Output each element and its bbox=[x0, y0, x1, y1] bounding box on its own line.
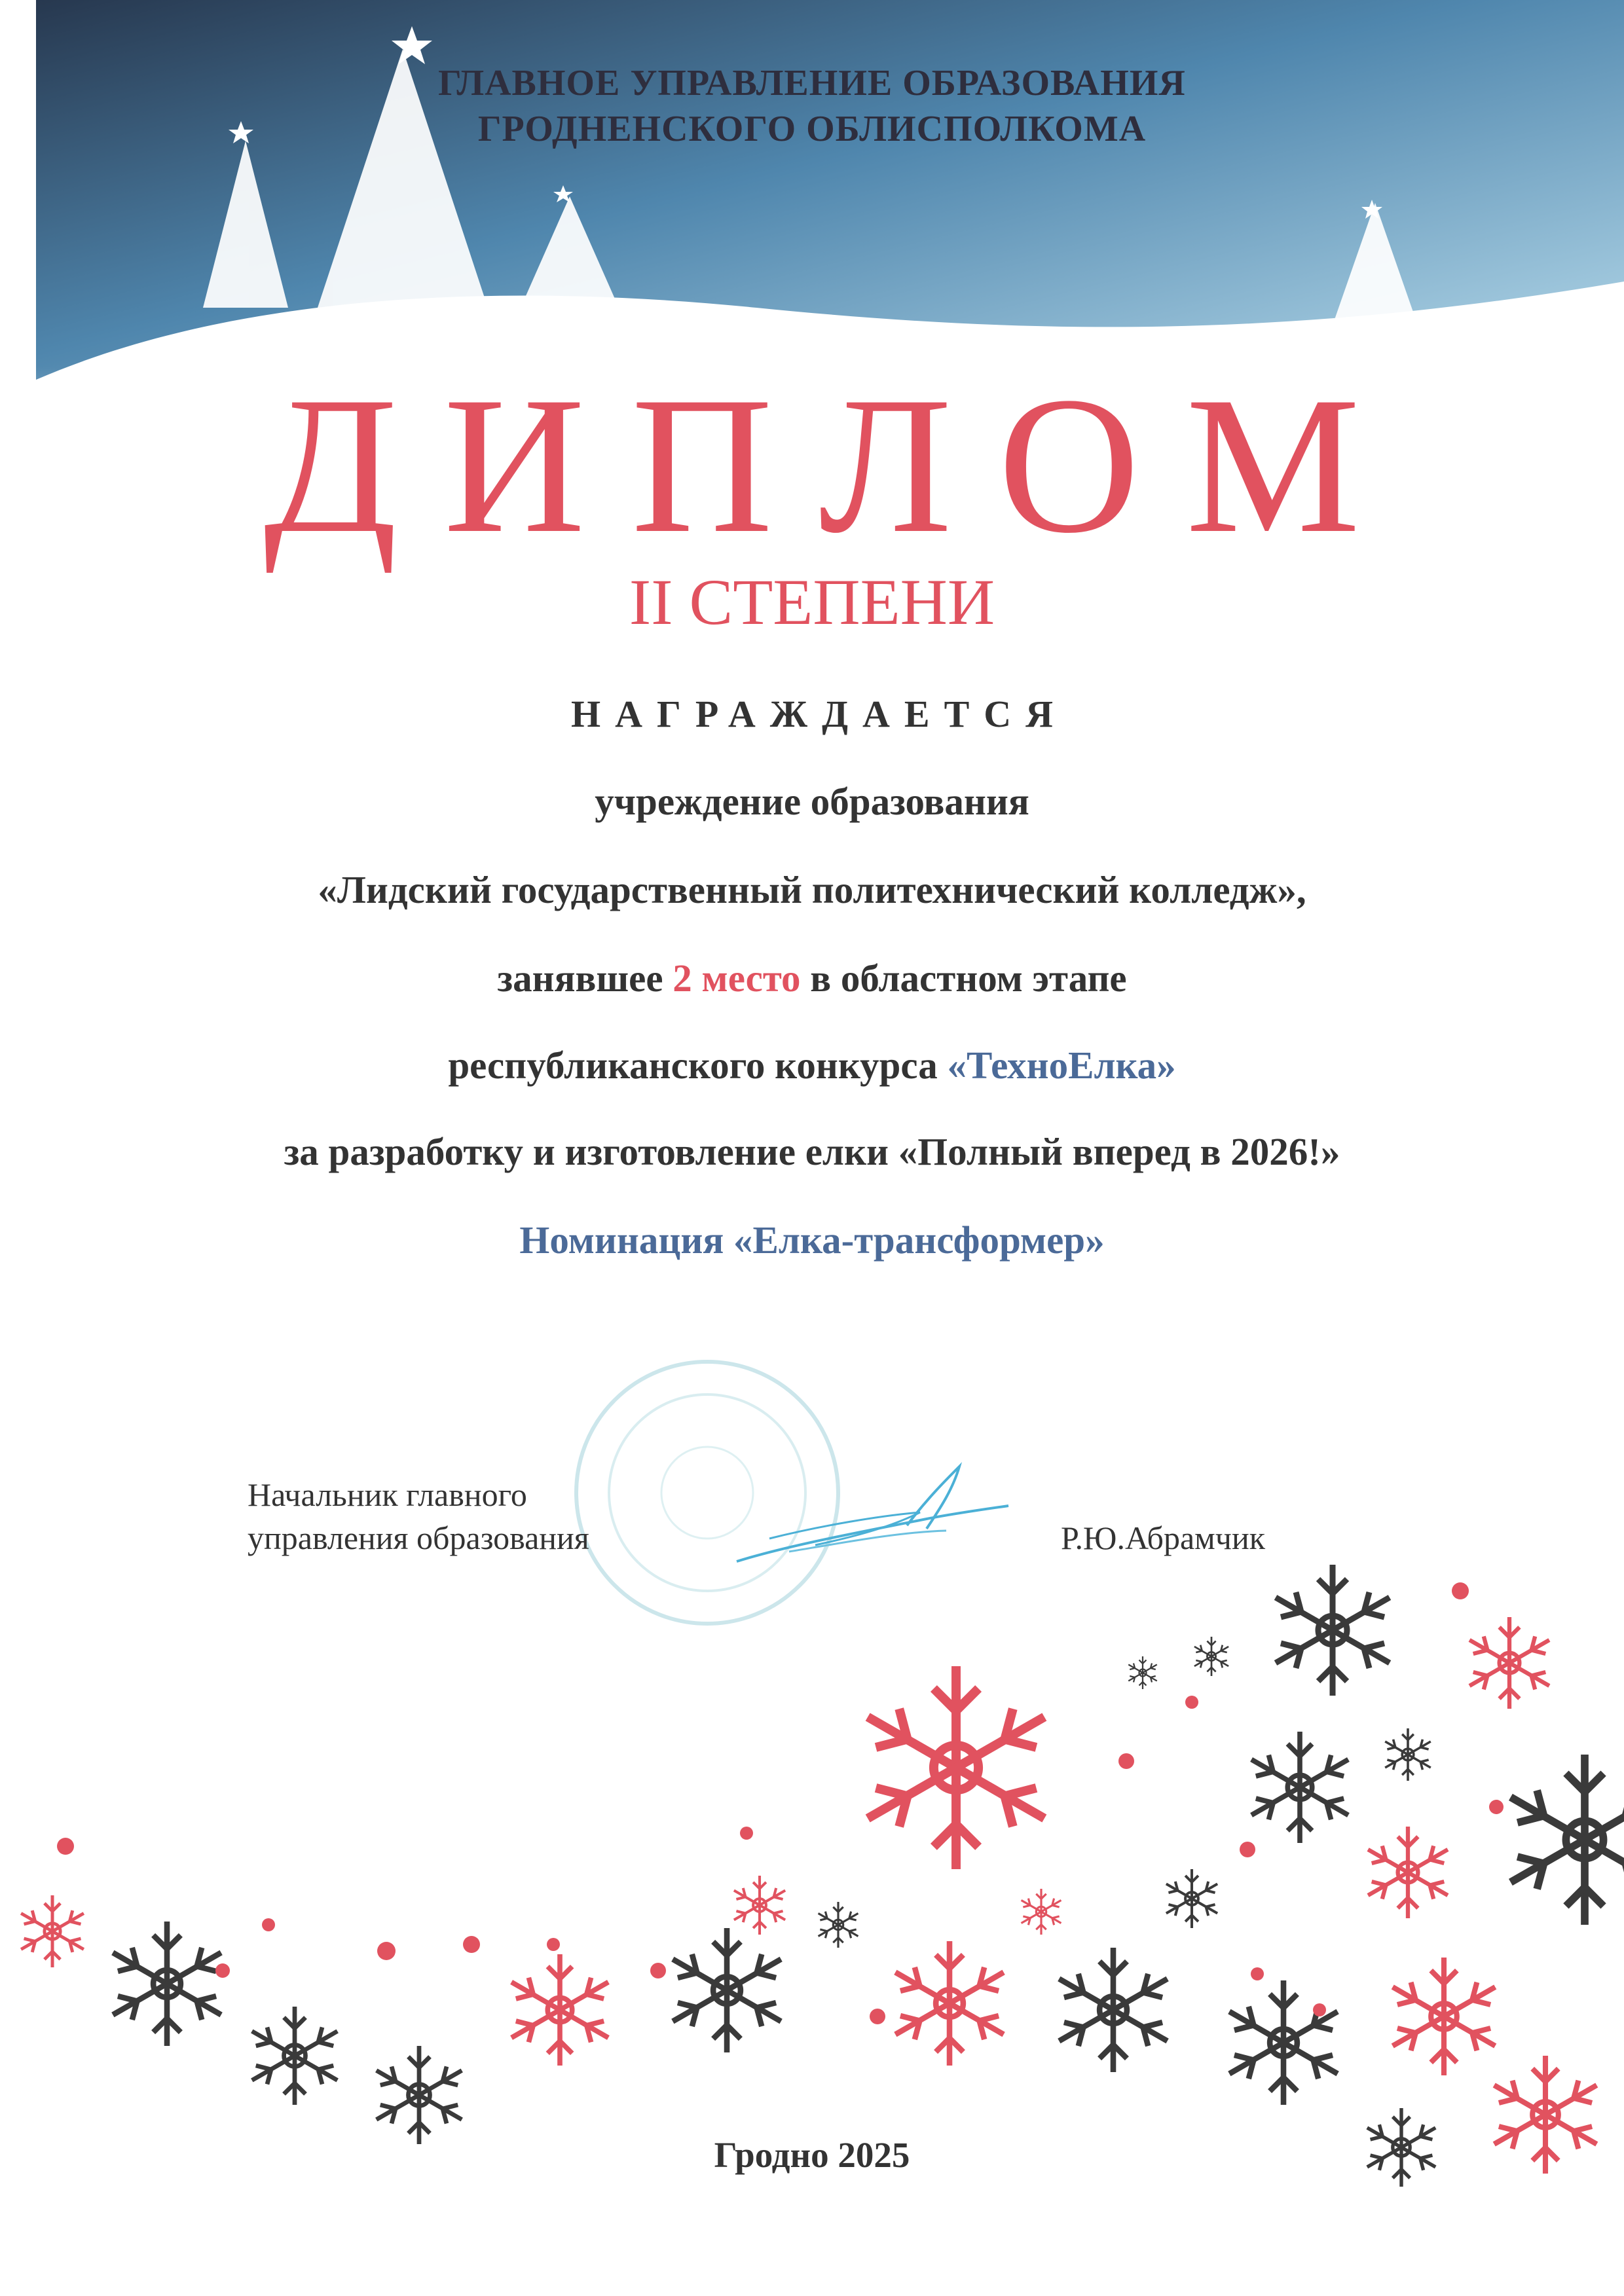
snowflake-icon bbox=[113, 1922, 221, 2046]
signatory-position bbox=[248, 1473, 589, 1559]
snowflake-icon bbox=[1511, 1755, 1624, 1925]
contest-name: «ТехноЕлка» bbox=[947, 1044, 1176, 1087]
snowflake-icon bbox=[895, 1941, 1003, 2066]
snowflake-icon bbox=[1128, 1656, 1157, 1689]
nomination-line: Номинация «Елка-трансформер» bbox=[519, 1218, 1105, 1262]
placement-suffix: в областном этапе bbox=[800, 957, 1127, 1000]
position-line-2: управления образования bbox=[248, 1520, 589, 1556]
snowflake-icon bbox=[1469, 1617, 1549, 1709]
snowflake-icon bbox=[1251, 1732, 1348, 1843]
contest-prefix: республиканского конкурса bbox=[448, 1044, 948, 1087]
placement-line bbox=[0, 959, 1624, 998]
snowflake-icon bbox=[1276, 1565, 1390, 1696]
organization-name-line-1: ГЛАВНОЕ УПРАВЛЕНИЕ ОБРАЗОВАНИЯ bbox=[438, 63, 1186, 103]
snowflake-icon bbox=[1229, 1980, 1337, 2105]
snowflake-icon bbox=[1059, 1948, 1167, 2072]
snowflake-icon bbox=[1166, 1869, 1217, 1928]
diploma-degree: II СТЕПЕНИ bbox=[629, 566, 995, 638]
snowflake-icon bbox=[673, 1928, 781, 2052]
institution-type: учреждение образования bbox=[595, 780, 1029, 823]
snowflake-icon bbox=[734, 1876, 785, 1935]
achievement-line: за разработку и изготовление елки «Полный вперед в 2026!» bbox=[284, 1130, 1340, 1173]
contest-line bbox=[0, 1046, 1624, 1085]
city-and-year: Гродно 2025 bbox=[714, 2135, 910, 2175]
snowflake-icon bbox=[819, 1902, 858, 1948]
handwritten-signature bbox=[730, 1453, 1012, 1571]
snowflake-icon bbox=[1385, 1728, 1431, 1781]
snowflake-icon bbox=[1022, 1889, 1061, 1935]
signatory-name: Р.Ю.Абрамчик bbox=[1061, 1520, 1265, 1556]
snowflake-icon bbox=[21, 1895, 84, 1967]
snowflake-icon bbox=[868, 1666, 1044, 1869]
snowflake-icon bbox=[511, 1954, 608, 2066]
snowflake-icon bbox=[1393, 1958, 1496, 2075]
snowflake-icon bbox=[1194, 1637, 1228, 1676]
position-line-1: Начальник главного bbox=[248, 1476, 527, 1513]
institution-name: «Лидский государственный политехнический колледж», bbox=[318, 868, 1306, 911]
snowflake-icon bbox=[252, 2007, 338, 2105]
snowflake-icon bbox=[377, 2046, 462, 2144]
place-value: 2 место bbox=[673, 957, 801, 1000]
placement-prefix: занявшее bbox=[497, 957, 673, 1000]
snowflake-icon bbox=[1368, 1827, 1448, 1918]
snowflake-decoration bbox=[0, 1558, 1624, 2296]
awarded-label: НАГРАЖДАЕТСЯ bbox=[570, 693, 1068, 735]
organization-name-line-2: ГРОДНЕНСКОГО ОБЛИСПОЛКОМА bbox=[477, 109, 1147, 149]
diploma-title: ДИПЛОМ bbox=[263, 356, 1407, 574]
